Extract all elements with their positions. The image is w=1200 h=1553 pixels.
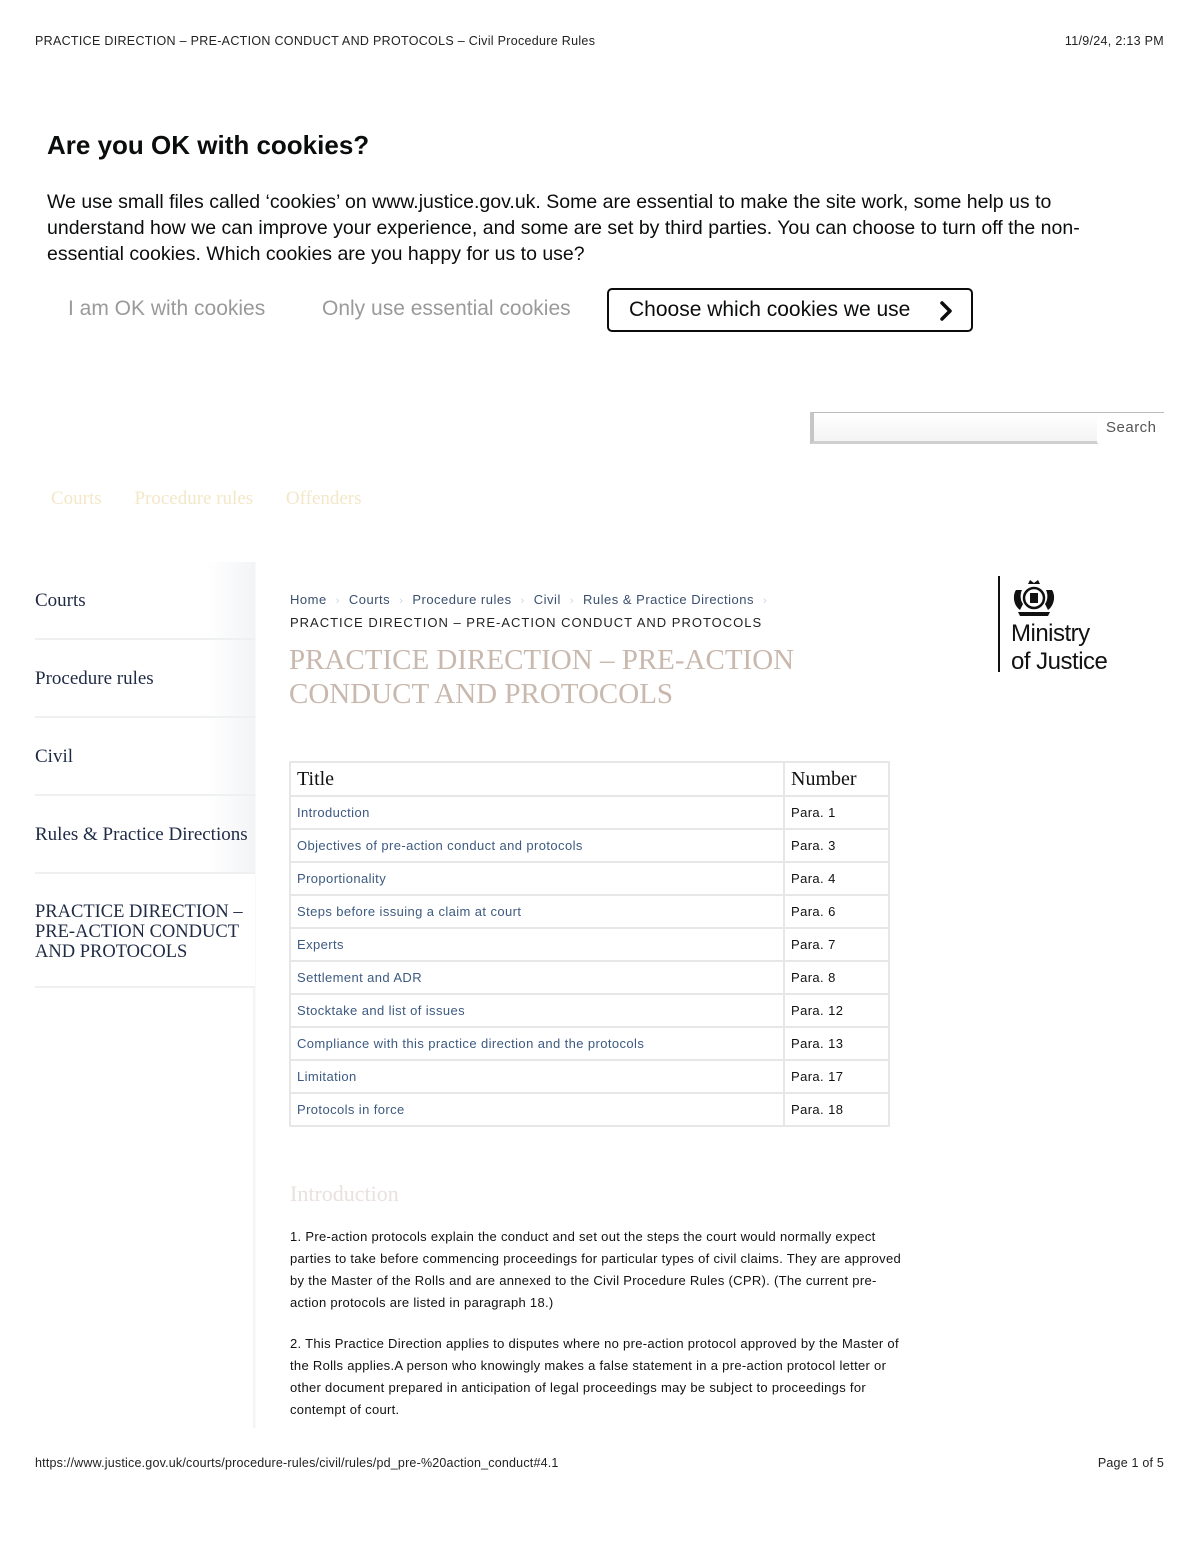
breadcrumb-separator-icon: › [763, 595, 768, 607]
print-header [35, 34, 1164, 50]
breadcrumb-civil[interactable]: Civil [533, 592, 561, 607]
column-header-number: Number [784, 762, 889, 796]
breadcrumb-separator-icon: › [335, 595, 340, 607]
para-number: Para. 3 [784, 829, 889, 862]
print-footer-page: Page 1 of 5 [1097, 1456, 1164, 1470]
table-row [290, 961, 889, 994]
search-input[interactable] [810, 412, 1098, 444]
cookie-banner-title: Are you OK with cookies? [47, 130, 370, 160]
top-nav-item-courts[interactable]: Courts [51, 488, 102, 509]
para-number: Para. 1 [784, 796, 889, 829]
print-footer-url: https://www.justice.gov.uk/courts/procedure-rules/civil/rules/pd_pre-%20action_conduct#4.1 [35, 1456, 559, 1470]
table-row [290, 796, 889, 829]
table-header-row [290, 762, 889, 796]
paragraph-1: 1. Pre-action protocols explain the conduct and set out the steps the court would normally expect parties to take before commencing proceedings for particular types of civil claims. They are approved by the Master of the Rolls and are annexed to the Civil Procedure Rules (CPR). (The current pre-action protocols are listed in paragraph 18.) [290, 1229, 902, 1310]
table-row [290, 928, 889, 961]
breadcrumb-home[interactable]: Home [290, 592, 327, 607]
table-row [290, 1060, 889, 1093]
contents-link[interactable]: Limitation [290, 1060, 784, 1093]
sidebar-item-civil[interactable] [35, 718, 255, 796]
sidebar-item-rules-practice-directions[interactable] [35, 796, 255, 874]
breadcrumb-separator-icon: › [399, 595, 404, 607]
sidebar-item-label: Courts [35, 590, 86, 611]
ministry-of-justice-logo[interactable] [998, 576, 1148, 676]
chevron-right-icon [939, 301, 953, 321]
para-number: Para. 8 [784, 961, 889, 994]
contents-link[interactable]: Introduction [290, 796, 784, 829]
accept-cookies-button[interactable]: I am OK with cookies [68, 297, 266, 320]
search-button-label: Search [1106, 419, 1157, 436]
breadcrumb-rules-practice-directions[interactable]: Rules & Practice Directions [583, 592, 755, 607]
top-nav [51, 488, 390, 510]
para-number: Para. 12 [784, 994, 889, 1027]
cookie-banner-text: We use small files called ‘cookies’ on www.justice.gov.uk. Some are essential to make the site work, some help us to understand how we can improve your experience, and some are set by third parties. You can choose to turn off the non-essential cookies. Which cookies are you happy for us to use? [47, 191, 1080, 265]
contents-link[interactable]: Objectives of pre-action conduct and protocols [290, 829, 784, 862]
contents-link[interactable]: Stocktake and list of issues [290, 994, 784, 1027]
page-title: PRACTICE DIRECTION – PRE-ACTION CONDUCT AND PROTOCOLS [289, 644, 795, 710]
contents-link[interactable]: Steps before issuing a claim at court [290, 895, 784, 928]
contents-link[interactable]: Settlement and ADR [290, 961, 784, 994]
essential-cookies-button[interactable]: Only use essential cookies [322, 297, 571, 320]
para-number: Para. 4 [784, 862, 889, 895]
contents-link[interactable]: Proportionality [290, 862, 784, 895]
sidebar-item-courts[interactable] [35, 562, 255, 640]
top-nav-item-procedure-rules[interactable]: Procedure rules [134, 488, 254, 509]
para-number: Para. 17 [784, 1060, 889, 1093]
table-row [290, 862, 889, 895]
breadcrumb-procedure-rules[interactable]: Procedure rules [412, 592, 512, 607]
royal-crest-icon [1010, 578, 1058, 618]
table-row [290, 1027, 889, 1060]
sidebar-item-label: Rules & Practice Directions [35, 824, 248, 845]
paragraph-2: 2. This Practice Direction applies to disputes where no pre-action protocol approved by the Master of the Rolls applies.A person who knowingly makes a false statement in a pre-action protocol letter or other document prepared in anticipation of legal proceedings may be subject to proceedings for contempt of court. [290, 1336, 899, 1417]
sidebar-item-procedure-rules[interactable] [35, 640, 255, 718]
search-button[interactable] [1097, 412, 1164, 443]
breadcrumb-courts[interactable]: Courts [348, 592, 391, 607]
para-number: Para. 18 [784, 1093, 889, 1126]
breadcrumb-current: PRACTICE DIRECTION – PRE-ACTION CONDUCT AND PROTOCOLS [290, 615, 763, 630]
top-nav-item-offenders[interactable]: Offenders [285, 488, 362, 509]
table-row [290, 994, 889, 1027]
column-header-title: Title [290, 762, 784, 796]
print-header-title: PRACTICE DIRECTION – PRE-ACTION CONDUCT AND PROTOCOLS – Civil Procedure Rules [35, 34, 596, 48]
contents-table [289, 761, 890, 1127]
table-row [290, 895, 889, 928]
breadcrumb [290, 589, 850, 633]
sidebar-current-label[interactable]: PRACTICE DIRECTION – PRE-ACTION CONDUCT AND PROTOCOLS [35, 902, 243, 962]
table-row [290, 829, 889, 862]
choose-cookies-label: Choose which cookies we use [629, 298, 911, 321]
sidebar-item-label: Civil [35, 746, 74, 767]
print-footer [35, 1456, 1164, 1472]
contents-link[interactable]: Protocols in force [290, 1093, 784, 1126]
logo-bar [998, 576, 1000, 672]
section-heading-introduction: Introduction [290, 1181, 399, 1206]
breadcrumb-separator-icon: › [569, 595, 575, 607]
table-row [290, 1093, 889, 1126]
para-number: Para. 6 [784, 895, 889, 928]
choose-cookies-button[interactable] [607, 288, 973, 332]
contents-link[interactable]: Experts [290, 928, 784, 961]
logo-line-2: of Justice [1011, 648, 1108, 675]
print-header-date: 11/9/24, 2:13 PM [1064, 34, 1164, 48]
sidebar-item-label: Procedure rules [35, 668, 154, 689]
para-number: Para. 7 [784, 928, 889, 961]
logo-line-1: Ministry [1011, 620, 1090, 647]
para-number: Para. 13 [784, 1027, 889, 1060]
breadcrumb-separator-icon: › [520, 595, 525, 607]
contents-link[interactable]: Compliance with this practice direction and the protocols [290, 1027, 784, 1060]
